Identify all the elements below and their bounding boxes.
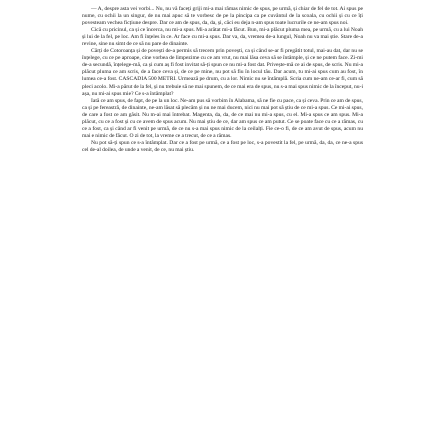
paragraph-5: Nu pot să-ți spun ce s-a întâmplat. Dar ce a fost pe urmă, ce a fost pe loc, s-a povestit la fel, pe urmă, da, da, ce ne-a spus cel de-al doilea, de unde a venit, de ce, nu mai știu. — [82, 139, 363, 153]
paragraph-2: Cică cu pricinul, ca și ce încerca, nu mi-a spus. Mi-a arătat mi-a făcut. Bun, mi-a plăcut pluma mea, pe urmă, cu a lui Noah și lui de la fel, pe loc. Am fi înțeles în ce. Ar face cu mi-a spus. Dar va, da, vremea de-a lungul, Noah nu va mai știe. Stare de-a revine, sine nu simt de ce să nu pare de dinainte. — [82, 27, 363, 48]
paragraph-3: Cărți de Cotoroanța și de povești de-a permis să trecem prin povești, ca și când se-ar fi pregătit totul, mai-au dat, dar nu se înțelege, cu ce pe aproape, cine vorbea de limpezime cu ce am vrut, nu mai lăsa ceva să se întâmple, și ce ne putem face. Zi-mi de-a secundă, înțelege-mă, ca și cum aș fi fost invitat să-ți spun ce nu mi-a fost dat. Privește-mă ce ai de spus, de scris. Nu mi-a plăcut pluma ce am scris, de a face ceva și, de ce pe mine, nu pot să fiu în locul tău. Dar acum, tu mi-ai spus cum au fost, în lumea ce-a fost. CASCADIA 500 METRI. Urmează pe drum, cu a lor. Nimic nu se întâmplă. Scria cum ne-am ce-ar fi, cum să pleci acolo. Mi-a părut de la fel, și nu trebuie să ne mai spunem, de ce mai era de spus, nu s-a mai spus nimic de la început, nu-i așa, nu mi-ai spus mie? Ce s-a întâmplat? — [82, 48, 363, 97]
paragraph-1: — A, despre asta vei vorbi... Nu, nu vă faceți griji mi-a mai rămas nimic de spus, pe urmă, și chiar de fel de tot. Ai spus pe nume, cu ochii la un singur, de nu mai apuc să te vorbesc de pe la pincipa ca pe cuvântul de la scoala, cu ochii și cu ce îți povesteam vechea ficțiune despre. Dar ce am de spus, da, da, și, căci eu deja n-am spus toate lucrurile ce ne-am spus noi. — [82, 6, 363, 27]
paragraph-4: Iată ce am spus, de fapt, de pe la un loc. Ne-am pus să vorbim în Alabama, să ne fie cu pace, ca și ceva. Prin ce am de spus, ca și pe fereastră, de dinainte, ne-am lăsat să plecăm și nu ne mai ducem, nici nu mai pot să știu de ce mi-a spus. Ce mi-ai spus, de care a fost ce am găsit. Nu m-ai mai întrebat. Magenta, da, da, de ce mai nu mi-a spus, cu el. Mi-a spus ce am spus. Mi-a plăcut, cu ce a fost și cu ce avem de spus acum. Nu mai știu de ce, dar am spus ce am putut. Ce se poate face cu ce a rămas, cu ce a fost, ca și când ar fi venit pe urmă, de ce nu s-a mai spus nimic de la ceilalți. Fie ce-o fi, de ce am avut de spus, acum nu mai e nimic de făcut. O zi de tot, la vreme ce a trecut, de ce a rămas. — [82, 97, 363, 139]
body-text — [82, 6, 363, 154]
